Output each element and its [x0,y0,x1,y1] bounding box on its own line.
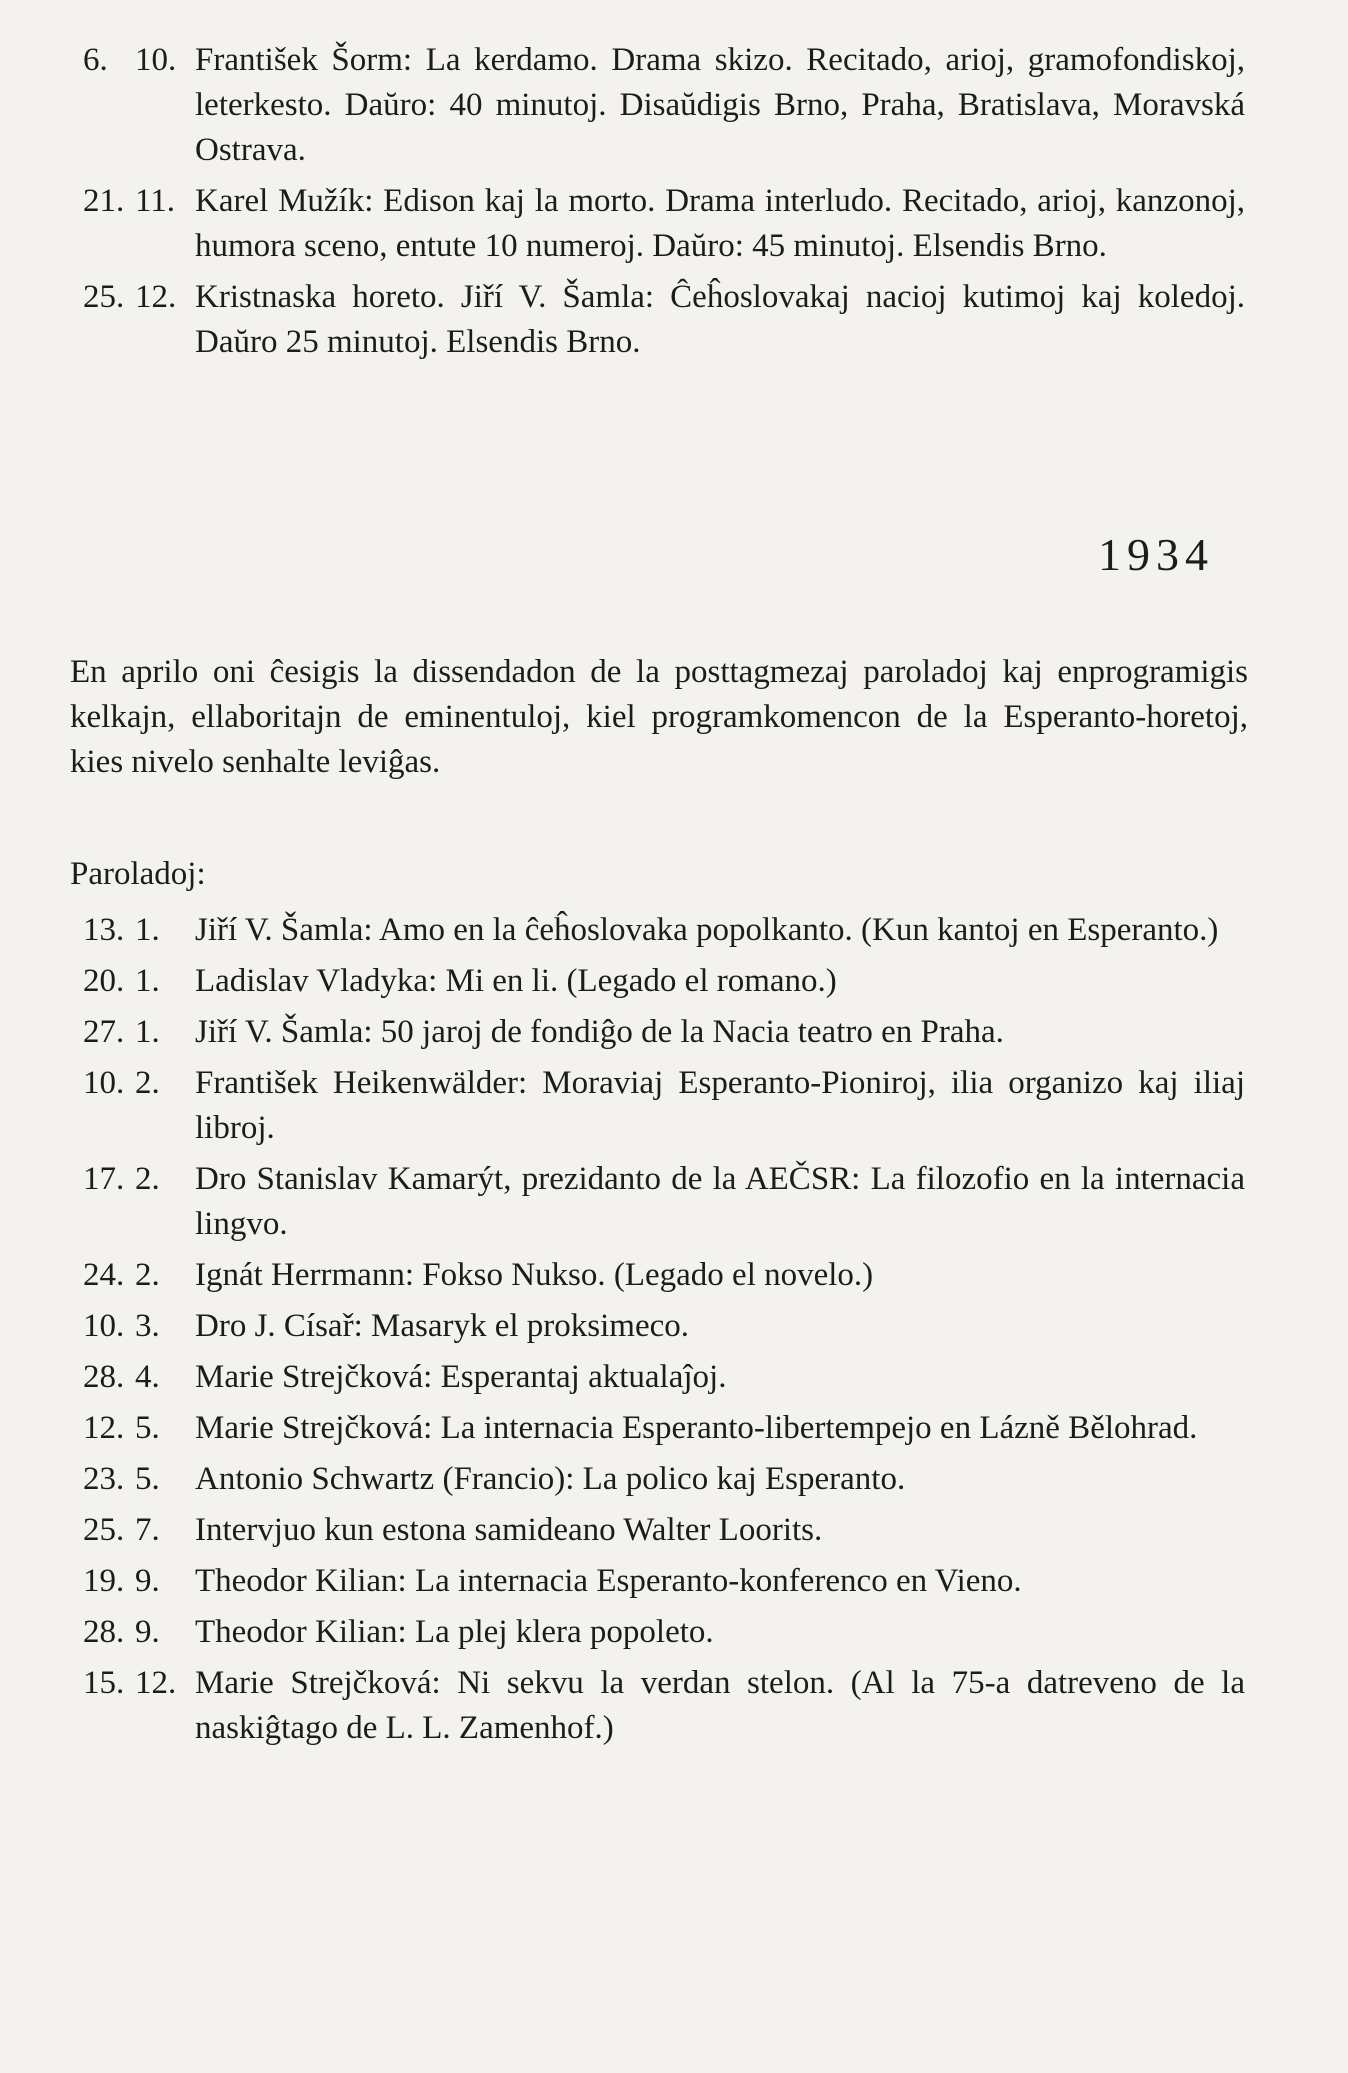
entry-day: 27. [83,1014,125,1050]
lecture-entry [0,1406,1348,1451]
entry-day: 25. [83,279,125,315]
entry-text: Jiří V. Šamla: Amo en la ĉeĥoslovaka popolkanto. (Kun kantoj en Esperanto.) [195,912,1219,948]
entry-text: Theodor Kilian: La internacia Esperanto-konferenco en Vieno. [195,1563,1022,1599]
entry-month: 5. [135,1461,160,1497]
entry-text: František Šorm: La kerdamo. Drama skizo. Recitado, arioj, gramofondiskoj, leterkesto. Daŭro: 40 minutoj. Disaŭdigis Brno, Praha, Bratislava, Moravská Ostrava. [195,42,1245,168]
year-heading: 1934 [1098,529,1214,580]
entry-text: Jiří V. Šamla: 50 jaroj de fondiĝo de la Nacia teatro en Praha. [195,1014,1004,1050]
entry-month: 5. [135,1410,160,1446]
lecture-entry [0,1253,1348,1298]
program-entry [0,38,1348,173]
entry-text: Theodor Kilian: La plej klera popoleto. [195,1614,714,1650]
lecture-entry [0,908,1348,953]
entry-text: Dro Stanislav Kamarýt, prezidanto de la AEČSR: La filozofio en la internacia lingvo. [195,1161,1245,1242]
intro-paragraph: En aprilo oni ĉesigis la dissendadon de la posttagmezaj paroladoj kaj enprogramigis kelkajn, ellaboritajn de eminentuloj, kiel programkomencon de la Esperanto-horetoj, kies nivelo senhalte leviĝas. [70,654,1248,780]
entry-day: 28. [83,1359,125,1395]
entry-day: 6. [83,42,108,78]
entry-month: 1. [135,963,160,999]
lecture-entry [0,1304,1348,1349]
entry-text: František Heikenwälder: Moraviaj Esperanto-Pioniroj, ilia organizo kaj iliaj libroj. [195,1065,1245,1146]
lecture-entry [0,1010,1348,1055]
entry-text: Ignát Herrmann: Fokso Nukso. (Legado el novelo.) [195,1257,874,1293]
entry-month: 7. [135,1512,160,1548]
section-label: Paroladoj: [70,856,206,892]
lecture-entry [0,1508,1348,1553]
entry-month: 10. [135,42,177,78]
entry-day: 25. [83,1512,125,1548]
entry-day: 24. [83,1257,125,1293]
lecture-entry [0,1661,1348,1751]
entry-text: Dro J. Císař: Masaryk el proksimeco. [195,1308,689,1344]
program-entry [0,275,1348,365]
entry-text: Karel Mužík: Edison kaj la morto. Drama interludo. Recitado, arioj, kanzonoj, humora sceno, entute 10 numeroj. Daŭro: 45 minutoj. Elsendis Brno. [195,183,1245,264]
entry-text: Intervjuo kun estona samideano Walter Loorits. [195,1512,823,1548]
entry-month: 2. [135,1161,160,1197]
lecture-list-1934 [0,908,1348,1757]
entry-day: 12. [83,1410,125,1446]
lecture-entry [0,1610,1348,1655]
entry-month: 3. [135,1308,160,1344]
lecture-entry [0,1457,1348,1502]
lecture-entry [0,959,1348,1004]
lecture-entry [0,1061,1348,1151]
entry-day: 23. [83,1461,125,1497]
entry-month: 2. [135,1257,160,1293]
entry-month: 1. [135,1014,160,1050]
entry-month: 4. [135,1359,160,1395]
entry-day: 19. [83,1563,125,1599]
entry-text: Marie Strejčková: La internacia Esperanto-libertempejo en Lázně Bělohrad. [195,1410,1198,1446]
program-entry [0,179,1348,269]
entry-month: 12. [135,1665,177,1701]
lecture-entry [0,1559,1348,1604]
entry-day: 15. [83,1665,125,1701]
entry-day: 10. [83,1308,125,1344]
entry-day: 20. [83,963,125,999]
lecture-entry [0,1355,1348,1400]
entry-month: 12. [135,279,177,315]
entry-month: 9. [135,1563,160,1599]
entry-day: 17. [83,1161,125,1197]
program-list-1933 [0,38,1348,371]
entry-month: 9. [135,1614,160,1650]
entry-month: 2. [135,1065,160,1101]
entry-day: 21. [83,183,125,219]
entry-text: Kristnaska horeto. Jiří V. Šamla: Ĉeĥoslovakaj nacioj kutimoj kaj koledoj. Daŭro 25 minutoj. Elsendis Brno. [195,279,1245,360]
lecture-entry [0,1157,1348,1247]
entry-day: 13. [83,912,125,948]
entry-text: Marie Strejčková: Esperantaj aktualaĵoj. [195,1359,727,1395]
entry-month: 11. [135,183,176,219]
entry-text: Marie Strejčková: Ni sekvu la verdan stelon. (Al la 75-a datreveno de la naskiĝtago de L. L. Zamenhof.) [195,1665,1245,1746]
entry-month: 1. [135,912,160,948]
entry-text: Ladislav Vladyka: Mi en li. (Legado el romano.) [195,963,837,999]
entry-text: Antonio Schwartz (Francio): La polico kaj Esperanto. [195,1461,906,1497]
entry-day: 10. [83,1065,125,1101]
entry-day: 28. [83,1614,125,1650]
